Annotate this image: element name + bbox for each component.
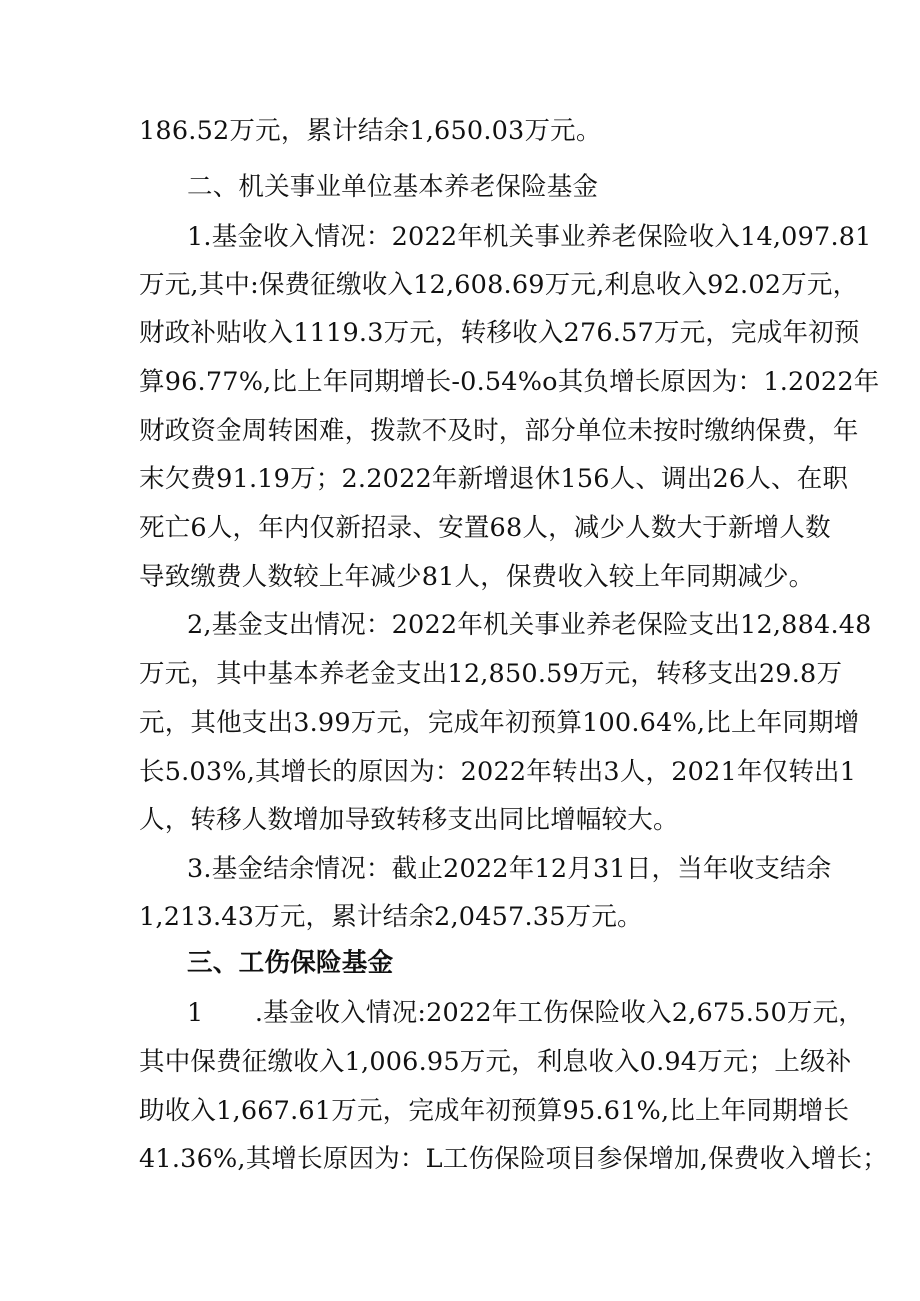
section-heading: 三、工伤保险基金 — [187, 948, 394, 978]
text-line: 元，其他支出3.99万元，完成年初预算100.64%,比上年同期增 — [139, 708, 860, 738]
section-heading: 二、机关事业单位基本养老保险基金 — [187, 172, 599, 202]
text-line: 41.36%,其增长原因为：L工伤保险项目参保增加,保费收入增长； — [139, 1144, 888, 1174]
text-line: 人，转移人数增加导致转移支出同比增幅较大。 — [139, 805, 679, 835]
text-line: 助收入1,667.61万元，完成年初预算95.61%,比上年同期增长 — [139, 1096, 850, 1126]
text-line: 死亡6人，年内仅新招录、安置68人，减少人数大于新增人数 — [139, 513, 831, 543]
text-line: 1 .基金收入情况:2022年工伤保险收入2,675.50万元， — [187, 998, 864, 1028]
text-line: 1,213.43万元，累计结余2,0457.35万元。 — [139, 902, 643, 932]
text-line: 3.基金结余情况：截止2022年12月31日，当年收支结余 — [187, 854, 832, 884]
text-line: 末欠费91.19万；2.2022年新增退休156人、调出26人、在职 — [139, 464, 849, 494]
text-line: 万元，其中基本养老金支出12,850.59万元，转移支出29.8万 — [139, 659, 843, 689]
text-line: 万元,其中:保费征缴收入12,608.69万元,利息收入92.02万元， — [139, 270, 859, 300]
text-line: 财政资金周转困难，拨款不及时，部分单位未按时缴纳保费，年 — [139, 416, 859, 446]
text-line: 1.基金收入情况：2022年机关事业养老保险收入14,097.81 — [187, 222, 872, 252]
text-line: 导致缴费人数较上年减少81人，保费收入较上年同期减少。 — [139, 562, 815, 592]
text-line: 长5.03%,其增长的原因为：2022年转出3人，2021年仅转出1 — [139, 757, 857, 787]
text-line: 186.52万元，累计结余1,650.03万元。 — [139, 116, 602, 146]
text-line: 其中保费征缴收入1,006.95万元，利息收入0.94万元；上级补 — [139, 1047, 852, 1077]
text-line: 财政补贴收入1119.3万元，转移收入276.57万元，完成年初预 — [139, 318, 860, 348]
text-line: 2,基金支出情况：2022年机关事业养老保险支出12,884.48 — [187, 610, 872, 640]
text-line: 算96.77%,比上年同期增长-0.54%o其负增长原因为：1.2022年 — [139, 367, 880, 397]
